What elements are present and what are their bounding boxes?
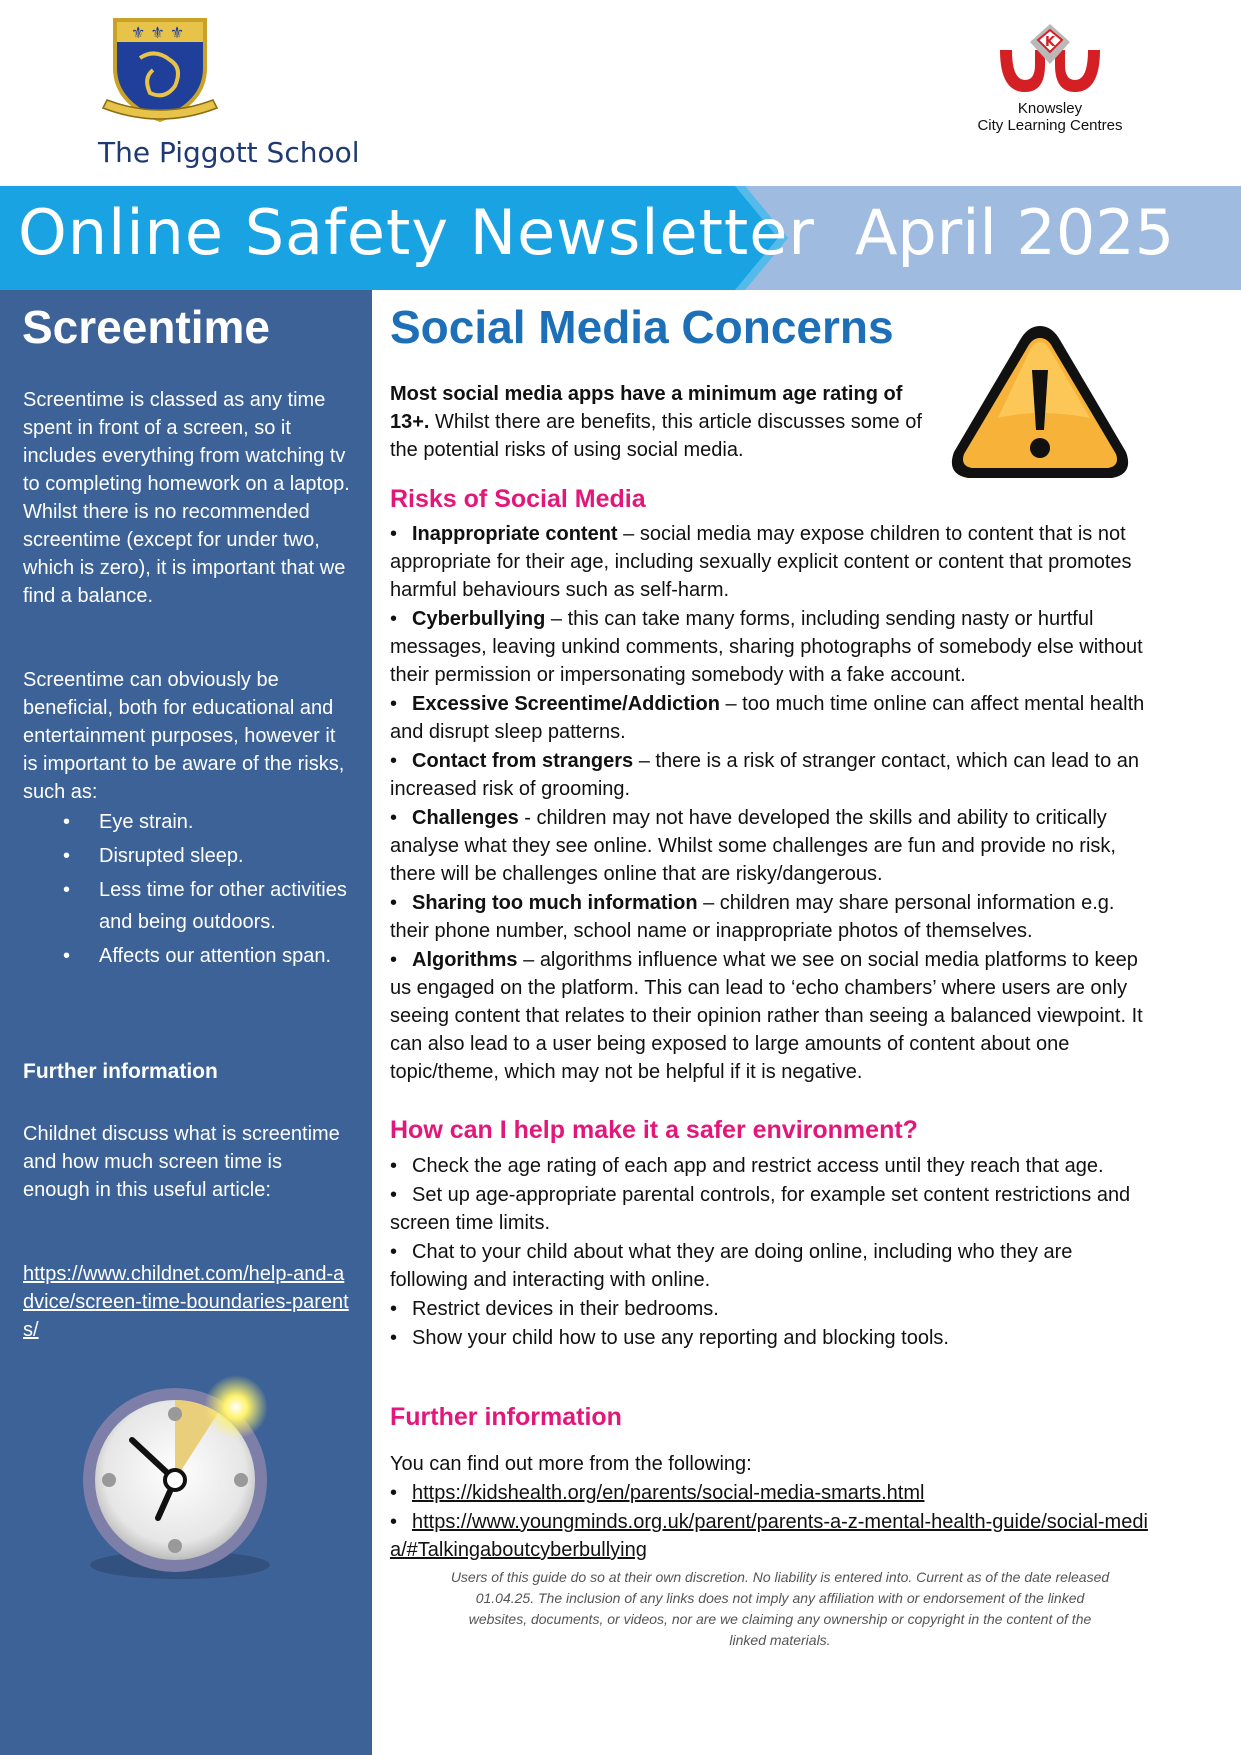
sidebar-intro: Screentime is classed as any time spent in front of a screen, so it includes everything from watching tv to completing homework on a laptop. Whilst there is no recommended screentime (except for under two, which is zero), it is important that we find a balance. — [23, 389, 350, 607]
list-item: • Algorithms – algorithms influence what we see on social media platforms to keep us engaged on the platform. This can lead to ‘echo chambers’ where users are only seeing content that relates to their opinion rather than seeing a balanced viewpoint. It can also lead to a user being exposed to large amounts of content about one topic/theme, which may not be helpful if it is negative. — [390, 949, 1143, 1083]
newsletter-title: Online Safety Newsletter — [18, 196, 815, 269]
list-item: • Eye strain. — [23, 806, 353, 838]
sidebar-title: Screentime — [22, 301, 271, 353]
further-info — [390, 1450, 1150, 1565]
list-item: • Cyberbullying – this can take many forms, including sending nasty or hurtful messages, leaving unkind comments, sharing photographs of somebody else without their permission or impersonating somebody with a fake account. — [390, 608, 1143, 686]
risk-term: Cyberbullying — [412, 608, 546, 630]
kidshealth-link[interactable]: https://kidshealth.org/en/parents/social-media-smarts.html — [412, 1482, 925, 1504]
list-item: • Chat to your child about what they are doing online, including who they are following and interacting with online. — [390, 1241, 1073, 1291]
list-item: • Excessive Screentime/Addiction – too much time online can affect mental health and disrupt sleep patterns. — [390, 693, 1145, 743]
risk-text: too much time online can affect mental health and disrupt sleep patterns. — [390, 693, 1145, 743]
list-item: • Contact from strangers – there is a risk of stranger contact, which can lead to an increased risk of grooming. — [390, 750, 1139, 800]
partner-name-line2: City Learning Centres — [977, 117, 1123, 134]
list-item: • Disrupted sleep. — [23, 840, 353, 872]
sidebar-risk-list — [23, 806, 353, 974]
list-item: • Less time for other activities and being outdoors. — [23, 874, 353, 938]
further-heading: Further information — [390, 1403, 622, 1431]
risk-term: Algorithms — [412, 949, 518, 971]
knowsley-clc-logo-icon — [990, 20, 1110, 100]
list-item: • Set up age-appropriate parental controls, for example set content restrictions and screen time limits. — [390, 1184, 1131, 1234]
risk-text: children may not have developed the skills and ability to critically analyse what they see online. Whilst some challenges are fun and provide no risk, there will be challenges online that are risky/dangerous. — [390, 807, 1116, 885]
svg-text:⚜ ⚜ ⚜: ⚜ ⚜ ⚜ — [131, 23, 185, 42]
main-title: Social Media Concerns — [390, 301, 894, 353]
risks-heading: Risks of Social Media — [390, 485, 646, 513]
partner-name — [960, 100, 1140, 134]
sidebar-further-heading: Further information — [23, 1060, 218, 1083]
screentime-sidebar — [0, 290, 372, 1755]
sidebar-further-text: Childnet discuss what is screentime and how much screen time is enough in this useful article: — [23, 1123, 340, 1201]
page-header — [0, 0, 1241, 186]
risk-term: Inappropriate content — [412, 523, 618, 545]
list-item: • https://www.youngminds.org.uk/parent/parents-a-z-mental-health-guide/social-media/#Talkingaboutcyberbullying — [390, 1511, 1148, 1561]
list-item: • Restrict devices in their bedrooms. — [390, 1298, 719, 1320]
list-item: • Show your child how to use any reporting and blocking tools. — [390, 1327, 949, 1349]
help-list — [390, 1152, 1150, 1353]
risk-term: Contact from strangers — [412, 750, 634, 772]
newsletter-date: April 2025 — [855, 196, 1175, 269]
list-item: • https://kidshealth.org/en/parents/social-media-smarts.html — [390, 1482, 925, 1504]
partner-name-line1: Knowsley — [1017, 100, 1083, 117]
school-crest-icon — [95, 8, 225, 128]
youngminds-link[interactable]: https://www.youngminds.org.uk/parent/parents-a-z-mental-health-guide/social-media/#Talkingaboutcyberbullying — [390, 1511, 1148, 1561]
risk-text: there is a risk of stranger contact, which can lead to an increased risk of grooming. — [390, 750, 1139, 800]
school-name: The Piggott School — [98, 136, 360, 169]
list-item: • Inappropriate content – social media may expose children to content that is not appropriate for their age, including sexually explicit content or content that promotes harmful behaviours such as self-harm. — [390, 523, 1132, 601]
risk-text: social media may expose children to content that is not appropriate for their age, including sexually explicit content or content that promotes harmful behaviours such as self-harm. — [390, 523, 1132, 601]
risk-text: algorithms influence what we see on social media platforms to keep us engaged on the platform. This can lead to ‘echo chambers’ where users are only seeing content that relates to their opinion rather than seeing a balanced viewpoint. It can also lead to a user being exposed to large amounts of content about one topic/theme, which may not be helpful if it is negative. — [390, 949, 1143, 1083]
svg-text:K: K — [1045, 35, 1056, 50]
intro-bold: Most social media apps have a minimum age rating of 13+. — [390, 383, 903, 433]
childnet-link[interactable]: https://www.childnet.com/help-and-advice/screen-time-boundaries-parents/ — [23, 1263, 349, 1341]
list-item: • Sharing too much information – children may share personal information e.g. their phone number, school name or inappropriate photos of themselves. — [390, 892, 1115, 942]
intro-rest: Whilst there are benefits, this article discusses some of the potential risks of using social media. — [390, 411, 922, 461]
list-item: • Check the age rating of each app and restrict access until they reach that age. — [390, 1155, 1104, 1177]
help-heading: How can I help make it a safer environment? — [390, 1116, 918, 1144]
main-intro — [390, 380, 930, 464]
sidebar-risks-intro: Screentime can obviously be beneficial, both for educational and entertainment purposes, however it is important to be aware of the risks, such as: — [23, 669, 345, 803]
risk-term: Sharing too much information — [412, 892, 698, 914]
newsletter-banner — [0, 186, 1241, 290]
list-item: • Challenges - children may not have developed the skills and ability to critically analyse what they see online. Whilst some challenges are fun and provide no risk, there will be challenges online that are risky/dangerous. — [390, 807, 1116, 885]
clock-icon — [60, 1350, 300, 1590]
further-intro: You can find out more from the following: — [390, 1453, 752, 1475]
risk-term: Challenges — [412, 807, 519, 829]
disclaimer: Users of this guide do so at their own discretion. No liability is entered into. Current as of the date released 01.04.25. The inclusion of any links does not imply any affiliation with or endorsement of the linked websites, documents, or videos, nor are we claiming any ownership or copyright in the content of the linked materials. — [450, 1569, 1110, 1648]
risk-text: this can take many forms, including sending nasty or hurtful messages, leaving unkind comments, sharing photographs of somebody else without their permission or impersonating somebody with a fake account. — [390, 608, 1143, 686]
list-item: • Affects our attention span. — [23, 940, 353, 972]
risk-text: children may share personal information e.g. their phone number, school name or inappropriate photos of themselves. — [390, 892, 1115, 942]
warning-icon — [940, 312, 1140, 492]
risk-term: Excessive Screentime/Addiction — [412, 693, 720, 715]
risks-list — [390, 520, 1150, 1087]
